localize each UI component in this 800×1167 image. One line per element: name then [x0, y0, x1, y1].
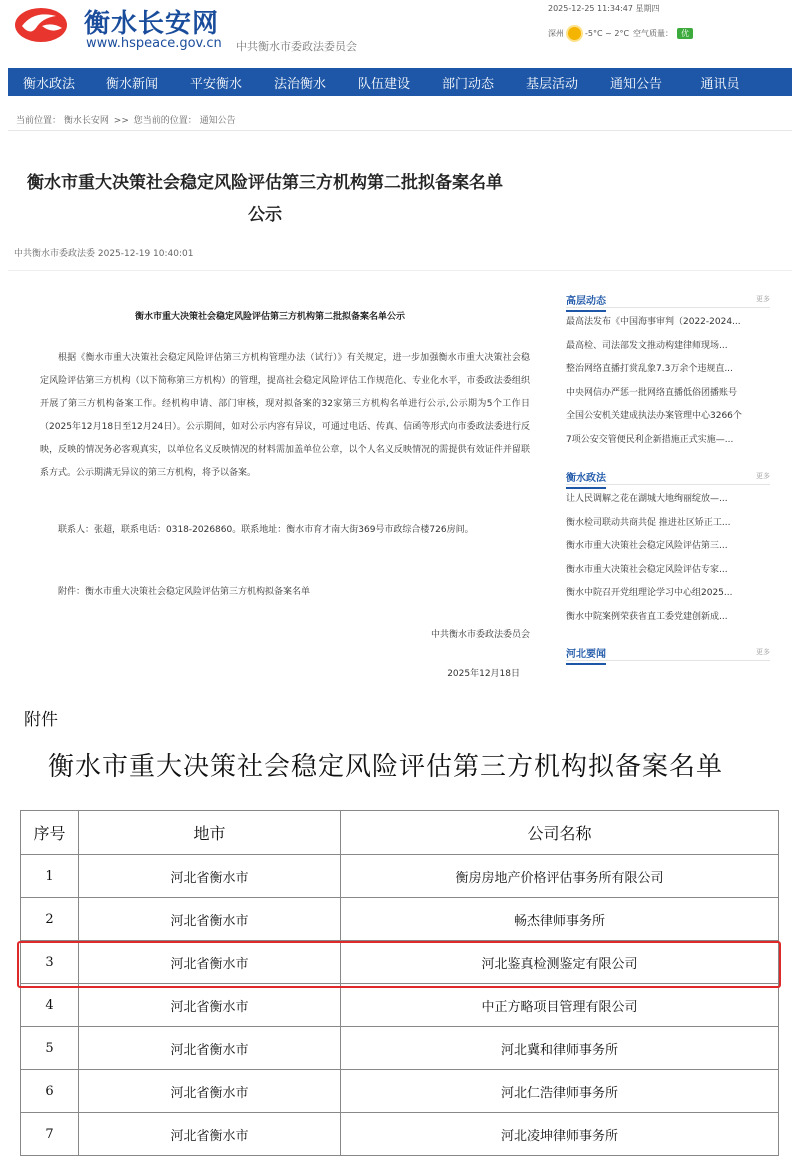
sidebar-news-item[interactable]: 衡水检司联动共商共促 推进社区矫正工...: [566, 517, 731, 528]
site-name[interactable]: 衡水长安网: [84, 9, 220, 39]
row-city: 河北省衡水市: [79, 1113, 341, 1156]
table-row: [21, 984, 779, 1027]
article-meta: 中共衡水市委政法委 2025-12-19 10:40:01: [14, 249, 194, 259]
table-header-row: [21, 811, 779, 855]
row-company: 中正方略项目管理有限公司: [341, 984, 779, 1027]
sidebar-news-item[interactable]: 7项公安交管便民利企新措施正式实施—...: [566, 434, 734, 445]
article-title: [10, 167, 520, 231]
site-org: 中共衡水市委政法委员会: [236, 40, 357, 53]
row-city: 河北省衡水市: [79, 855, 341, 898]
doc-contact: 联系人：张超，联系电话：0318-2026860。联系地址：衡水市育才南大街369号市政综合楼726房间。: [58, 525, 474, 535]
breadcrumb-current-link[interactable]: 通知公告: [199, 116, 236, 126]
sidebar-news-item[interactable]: 衡水中院案例荣获省直工委党建创新成...: [566, 611, 728, 622]
attachment-title: 衡水市重大决策社会稳定风险评估第三方机构拟备案名单: [48, 752, 724, 782]
sidebar-list: [566, 485, 770, 629]
breadcrumb-prefix: 当前位置：: [16, 116, 62, 126]
row-number: 7: [21, 1113, 79, 1156]
table-row: [21, 898, 779, 941]
row-company: 河北鉴真检测鉴定有限公司: [341, 941, 779, 984]
row-city: 河北省衡水市: [79, 984, 341, 1027]
site-logo-icon[interactable]: [12, 4, 70, 44]
doc-signature: 中共衡水市委政法委员会: [430, 630, 530, 640]
current-datetime: 2025-12-25 11:34:47 星期四: [548, 4, 660, 13]
meta-divider: [8, 270, 792, 271]
sidebar-block-hebei-news: [566, 641, 770, 661]
more-link[interactable]: 更多: [756, 472, 770, 480]
weather-widget: [548, 27, 693, 40]
sidebar-news-item[interactable]: 整治网络直播打赏乱象7.3万余个违规直...: [566, 364, 733, 374]
sidebar-news-item[interactable]: 全国公安机关建成执法办案管理中心3266个: [566, 411, 742, 421]
breadcrumb-separator: >>: [113, 116, 129, 126]
sidebar-news-item[interactable]: 衡水市重大决策社会稳定风险评估第三...: [566, 541, 728, 551]
row-city: 河北省衡水市: [79, 941, 341, 984]
sidebar-title[interactable]: 高层动态: [566, 292, 606, 312]
nav-item[interactable]: 部门动态: [441, 76, 494, 92]
sidebar-block-hengshui-law: [566, 465, 770, 629]
row-number: 4: [21, 984, 79, 1027]
weather-temp: -5°C ~ 2°C: [585, 29, 630, 38]
doc-attachment-link[interactable]: 附件：衡水市重大决策社会稳定风险评估第三方机构拟备案名单: [58, 587, 311, 597]
column-header: 公司名称: [341, 811, 779, 855]
nav-item[interactable]: 队伍建设: [357, 76, 410, 92]
nav-item[interactable]: 衡水新闻: [105, 76, 158, 92]
sidebar-news-item[interactable]: 最高法发布《中国海事审判（2022-2024...: [566, 317, 741, 327]
roster-table: [20, 810, 779, 1156]
sidebar-block-leadership: [566, 288, 770, 452]
row-number: 6: [21, 1070, 79, 1113]
article-title-line1: 衡水市重大决策社会稳定风险评估第三方机构第二批拟备案名单: [27, 173, 503, 193]
article-title-line2: 公示: [248, 205, 282, 225]
nav-item[interactable]: 基层活动: [525, 76, 578, 92]
sidebar-head: [566, 641, 770, 661]
row-number: 3: [21, 941, 79, 984]
doc-heading: 衡水市重大决策社会稳定风险评估第三方机构第二批拟备案名单公示: [134, 312, 405, 322]
column-header: 地市: [79, 811, 341, 855]
sidebar-head: [566, 465, 770, 485]
row-city: 河北省衡水市: [79, 1070, 341, 1113]
weather-city: 深州: [548, 29, 564, 38]
nav-item[interactable]: 衡水政法: [22, 76, 75, 92]
row-company: 河北冀和律师事务所: [341, 1027, 779, 1070]
sidebar-news-item[interactable]: 衡水中院召开党组理论学习中心组2025...: [566, 588, 733, 598]
attachment-label: 附件: [24, 710, 58, 730]
table-row: [21, 1027, 779, 1070]
breadcrumb: [16, 113, 236, 126]
site-header: [0, 0, 800, 66]
sidebar-title[interactable]: 河北要闻: [566, 645, 606, 665]
doc-date: 2025年12月18日: [447, 669, 520, 679]
sidebar-news-item[interactable]: 最高检、司法部发文推动构建律师现场...: [566, 340, 728, 351]
nav-item[interactable]: 通讯员: [700, 76, 740, 92]
column-header: 序号: [21, 811, 79, 855]
sun-icon: [568, 27, 581, 40]
main-nav: [8, 68, 792, 96]
nav-item[interactable]: 平安衡水: [189, 76, 242, 92]
breadcrumb-divider: [8, 130, 792, 131]
site-url[interactable]: www.hspeace.gov.cn: [86, 36, 222, 51]
attachment-image: [0, 683, 800, 1167]
row-city: 河北省衡水市: [79, 898, 341, 941]
sidebar-head: [566, 288, 770, 308]
row-company: 河北凌坤律师事务所: [341, 1113, 779, 1156]
doc-body: 根据《衡水市重大决策社会稳定风险评估第三方机构管理办法（试行）》有关规定，进一步加强衡水市重大决策社会稳定风险评估第三方机构（以下简称第三方机构）的管理，提高社会稳定风险评估工作规范化、专业化水平，市委政法委组织开展了第三方机构备案工作。经机构申请、部门审核，现对拟备案的32家第三方机构名单进行公示,公示期为5个工作日（2025年12月18日至12月24日）。公示期间，如对公示内容有异议，可通过电话、传真、信函等形式向市委政法委进行反映，反映的情况务必客观真实，以单位名义反映情况的材料需加盖单位公章，以个人名义反映情况的需提供有效证件并留联系方式。公示期满无异议的第三方机构，将予以备案。: [40, 353, 530, 478]
air-quality-badge: 优: [677, 28, 693, 39]
sidebar-news-item[interactable]: 让人民调解之花在湖城大地绚丽绽放—...: [566, 494, 728, 504]
row-city: 河北省衡水市: [79, 1027, 341, 1070]
more-link[interactable]: 更多: [756, 295, 770, 303]
nav-item[interactable]: 通知公告: [609, 76, 662, 92]
table-row: [21, 1113, 779, 1156]
sidebar-list: [566, 308, 770, 452]
row-company: 河北仁浩律师事务所: [341, 1070, 779, 1113]
row-number: 2: [21, 898, 79, 941]
table-row: [21, 1070, 779, 1113]
sidebar-title[interactable]: 衡水政法: [566, 469, 606, 489]
nav-item[interactable]: 法治衡水: [273, 76, 326, 92]
breadcrumb-home-link[interactable]: 衡水长安网: [63, 116, 109, 126]
row-company: 衡房房地产价格评估事务所有限公司: [341, 855, 779, 898]
row-company: 畅杰律师事务所: [341, 898, 779, 941]
sidebar-news-item[interactable]: 衡水市重大决策社会稳定风险评估专家...: [566, 564, 728, 575]
table-row: [21, 941, 779, 984]
row-number: 1: [21, 855, 79, 898]
air-quality-label: 空气质量：: [633, 29, 674, 38]
sidebar-news-item[interactable]: 中央网信办严惩一批网络直播低俗团播账号: [566, 387, 738, 398]
table-row: [21, 855, 779, 898]
more-link[interactable]: 更多: [756, 648, 770, 656]
breadcrumb-current-prefix: 您当前的位置：: [133, 116, 197, 126]
row-number: 5: [21, 1027, 79, 1070]
